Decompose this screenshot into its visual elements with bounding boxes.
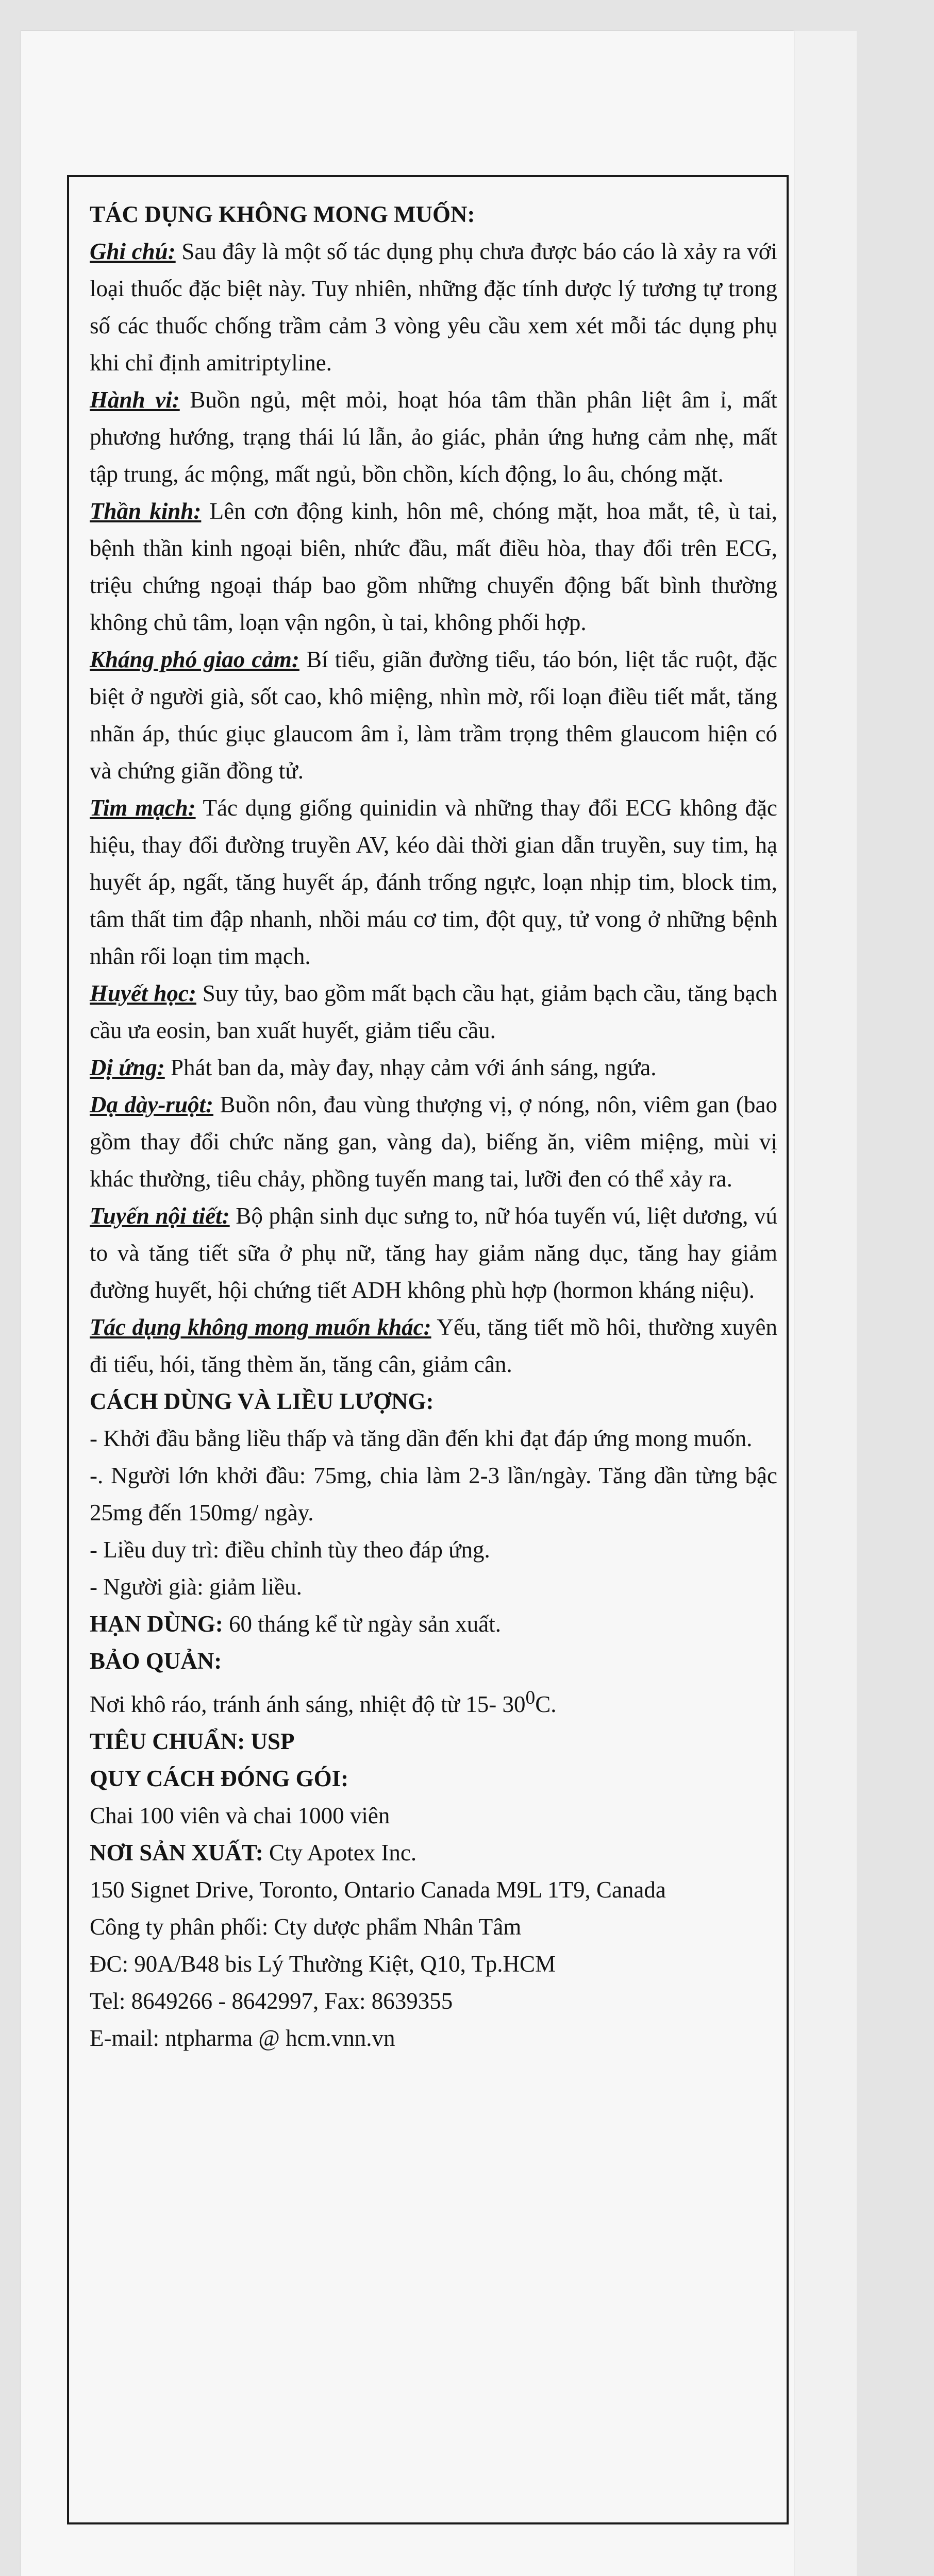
manufacturer-name: Cty Apotex Inc. [263, 1840, 417, 1866]
dosage-heading: CÁCH DÙNG VÀ LIỀU LƯỢNG: [90, 1388, 434, 1414]
section-allergic [90, 1049, 777, 1086]
section-label: Dạ dày-ruột: [90, 1092, 213, 1117]
package-insert-box [67, 175, 789, 2524]
insert-content [90, 196, 777, 2057]
dosage-item: -. Người lớn khởi đầu: 75mg, chia làm 2-3 lần/ngày. Tăng dần từng bậc 25mg đến 150mg/ ngày. [90, 1463, 777, 1526]
storage-heading: BẢO QUẢN: [90, 1648, 222, 1674]
section-hematologic [90, 975, 777, 1049]
storage-text [90, 1680, 777, 1723]
manufacturer-line [90, 1834, 777, 1871]
distributor-address: ĐC: 90A/B48 bis Lý Thường Kiệt, Q10, Tp.HCM [90, 1951, 556, 1977]
section-text: Sau đây là một số tác dụng phụ chưa được báo cáo là xảy ra với loại thuốc đặc biệt này. Tuy nhiên, những đặc tính dược lý tương tự trong số các thuốc chống trầm cảm 3 vòng yêu cầu xem xét mỗi tác dụng phụ khi chỉ định amitriptyline. [90, 239, 777, 376]
standard-line [90, 1723, 777, 1760]
standard-value: USP [245, 1728, 295, 1754]
section-label: Hành vi: [90, 387, 180, 413]
dosage-item: - Liều duy trì: điều chỉnh tùy theo đáp ứng. [90, 1537, 490, 1563]
distributor-email: E-mail: ntpharma @ hcm.vnn.vn [90, 2025, 395, 2051]
section-text: Yếu, tăng tiết mồ hôi, thường xuyên đi tiểu, hói, tăng thèm ăn, tăng cân, giảm cân. [90, 1314, 777, 1377]
section-label: Ghi chú: [90, 239, 176, 264]
section-label: Tuyến nội tiết: [90, 1203, 230, 1229]
packaging-text: Chai 100 viên và chai 1000 viên [90, 1803, 390, 1828]
section-note [90, 233, 777, 381]
section-anticholinergic [90, 641, 777, 789]
side-effects-heading: TÁC DỤNG KHÔNG MONG MUỐN: [90, 201, 475, 227]
section-text: Phát ban da, mày đay, nhạy cảm với ánh sáng, ngứa. [164, 1055, 657, 1080]
manufacturer-address: 150 Signet Drive, Toronto, Ontario Canada M9L 1T9, Canada [90, 1877, 666, 1903]
expiry-label: HẠN DÙNG: [90, 1611, 223, 1637]
expiry-text: 60 tháng kể từ ngày sản xuất. [223, 1611, 502, 1637]
section-cardiovascular [90, 789, 777, 975]
section-text: Buồn nôn, đau vùng thượng vị, ợ nóng, nôn, viêm gan (bao gồm thay đổi chức năng gan, vàng da), biếng ăn, viêm miệng, mùi vị khác thường, tiêu chảy, phồng tuyến mang tai, lưỡi đen có thể xảy ra. [90, 1092, 778, 1192]
section-label: Huyết học: [90, 980, 196, 1006]
section-text: Buồn ngủ, mệt mỏi, hoạt hóa tâm thần phân liệt âm ỉ, mất phương hướng, trạng thái lú lẫn, ảo giác, phản ứng hưng cảm nhẹ, mất tập trung, ác mộng, mất ngủ, bồn chồn, kích động, lo âu, chóng mặt. [90, 387, 777, 487]
section-behavior [90, 381, 777, 493]
manufacturer-label: NƠI SẢN XUẤT: [90, 1840, 263, 1866]
storage-text-unit: C. [535, 1691, 557, 1717]
section-text: Bí tiểu, giãn đường tiểu, táo bón, liệt tắc ruột, đặc biệt ở người già, sốt cao, khô miệng, nhìn mờ, rối loạn điều tiết mắt, tăng nhãn áp, thúc giục glaucom âm ỉ, làm trầm trọng thêm glaucom hiện có và chứng giãn đồng tử. [90, 647, 777, 784]
section-text: Bộ phận sinh dục sưng to, nữ hóa tuyến vú, liệt dương, vú to và tăng tiết sữa ở phụ nữ, tăng hay giảm năng dục, tăng hay giảm đường huyết, hội chứng tiết ADH không phù hợp (hormon kháng niệu). [90, 1203, 777, 1303]
section-label: Dị ứng: [90, 1055, 165, 1080]
section-label: Tác dụng không mong muốn khác: [90, 1314, 431, 1340]
section-other-effects [90, 1309, 777, 1383]
distributor-line: Công ty phân phối: Cty dược phẩm Nhân Tâm [90, 1914, 522, 1940]
section-text: Lên cơn động kinh, hôn mê, chóng mặt, hoa mắt, tê, ù tai, bệnh thần kinh ngoại biên, nhức đầu, mất điều hòa, thay đổi trên ECG, triệu chứng ngoại tháp bao gồm những chuyển động bất bình thường không chủ tâm, loạn vận ngôn, ù tai, không phối hợp. [90, 498, 777, 635]
storage-text-main: Nơi khô ráo, tránh ánh sáng, nhiệt độ từ 15- 30 [90, 1691, 526, 1717]
section-label: Tim mạch: [90, 795, 196, 821]
section-label: Thần kinh: [90, 498, 202, 524]
section-label: Kháng phó giao cảm: [90, 647, 299, 672]
standard-label: TIÊU CHUẨN: [90, 1728, 245, 1754]
distributor-phone: Tel: 8649266 - 8642997, Fax: 8639355 [90, 1988, 453, 2014]
expiry-line [90, 1605, 777, 1642]
section-text: Tác dụng giống quinidin và những thay đổi ECG không đặc hiệu, thay đổi đường truyền AV, kéo dài thời gian dẫn truyền, suy tim, hạ huyết áp, ngất, tăng huyết áp, đánh trống ngực, loạn nhịp tim, block tim, tâm thất tim đập nhanh, nhồi máu cơ tim, đột quỵ, tử vong ở những bệnh nhân rối loạn tim mạch. [90, 795, 778, 969]
packaging-heading: QUY CÁCH ĐÓNG GÓI: [90, 1766, 349, 1791]
section-gastrointestinal [90, 1086, 777, 1197]
section-text: Suy tủy, bao gồm mất bạch cầu hạt, giảm bạch cầu, tăng bạch cầu ưa eosin, ban xuất huyết, giảm tiểu cầu. [90, 980, 777, 1043]
section-neurological [90, 493, 777, 641]
dosage-item: - Người già: giảm liều. [90, 1574, 302, 1600]
dosage-item: - Khởi đầu bằng liều thấp và tăng dần đến khi đạt đáp ứng mong muốn. [90, 1426, 753, 1451]
degree-superscript: 0 [525, 1687, 536, 1708]
section-endocrine [90, 1197, 777, 1309]
